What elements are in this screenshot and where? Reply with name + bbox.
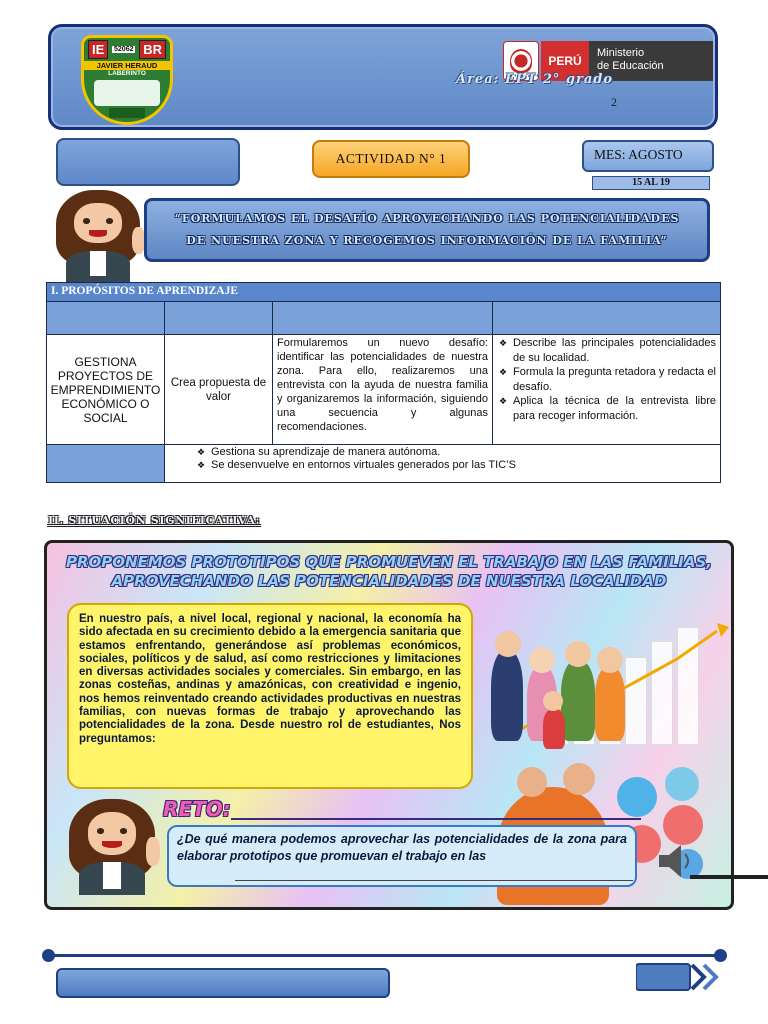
date-range: 15 AL 19	[592, 176, 710, 190]
challenge-question: ¿De qué manera podemos aprovechar las potencialidades de la zona para elaborar prototipos que promuevan el trabajo en las	[167, 825, 637, 887]
purposes-table	[46, 282, 721, 483]
transversal-cell	[165, 445, 721, 483]
logo-ribbon-icon	[109, 108, 145, 118]
footer-rule	[48, 954, 720, 957]
criteria-item: ❖ Formula la pregunta retadora y redacta el desafío.	[497, 365, 716, 394]
teacher-avatar	[56, 190, 140, 282]
table-row	[47, 335, 721, 445]
teacher-avatar	[69, 799, 155, 895]
ministry-country: PERÚ	[541, 41, 589, 81]
ministry-line2: de Educación	[597, 60, 664, 72]
heart-icon	[665, 767, 699, 801]
area-grade-label: Área: EPT 2° grado	[456, 72, 614, 87]
criteria-item: ❖ Describe las principales potencialidades de su localidad.	[497, 336, 716, 365]
competence-cell: GESTIONA PROYECTOS DE EMPRENDIMIENTO ECONÓMICO O SOCIAL	[47, 335, 165, 445]
situation-section-title: II. SITUACIÓN SIGNIFICATIVA:	[48, 514, 261, 527]
home-icon	[663, 805, 703, 845]
logo-initials-left: IE	[88, 40, 108, 59]
table-row	[47, 445, 721, 483]
speaker-icon[interactable]	[655, 841, 695, 881]
logo-artwork-icon	[94, 80, 160, 106]
purposes-section-title: I. PROPÓSITOS DE APRENDIZAJE	[47, 283, 721, 302]
capacity-cell: Crea propuesta de valor	[165, 335, 273, 445]
student-name-box	[56, 138, 240, 186]
logo-school-name: JAVIER HERAUD	[84, 61, 170, 70]
challenge-label: RETO:	[163, 797, 231, 821]
footer-dot-right	[714, 949, 727, 962]
month-label: MES: AGOSTO	[582, 140, 714, 172]
school-logo	[81, 35, 173, 125]
criteria-cell	[493, 335, 721, 445]
activity-title-banner	[144, 198, 710, 262]
situation-panel	[44, 540, 734, 910]
challenge-underline	[231, 818, 641, 820]
car-icon	[617, 777, 657, 817]
activity-title-line1: “FORMULAMOS EL DESAFÍO APROVECHANDO LAS POTENCIALIDADES	[174, 212, 680, 225]
footer-box	[56, 968, 390, 998]
answer-line	[235, 880, 633, 881]
ministry-line1: Ministerio	[597, 47, 645, 59]
double-chevron-right-icon[interactable]	[636, 962, 722, 992]
logo-place: LABERINTO	[108, 70, 146, 77]
footer-dot-left	[42, 949, 55, 962]
situation-text-box: En nuestro país, a nivel local, regional y nacional, la economía ha sido afectada en su crecimiento debido a la emergencia sanitaria que estamos enfrentando, generándose así problemas económicos, sociales, políticos y de salud, así como restricciones y limitaciones en diversas actividades sociales y comerciales. Sin embargo, en las zonas costeñas, andinas y amazónicas, con creatividad e ingenio, nos hemos reinventado creando actividades productivas en nuestras familias, con nuevas formas de trabajo y aprovechando las potencialidades de la zona. Desde nuestro rol de estudiantes, Nos preguntamos:	[67, 603, 473, 789]
transversal-item: ❖ Se desenvuelve en entornos virtuales generados por las TIC’S	[195, 459, 716, 472]
header-banner	[48, 24, 718, 130]
table-header-row	[47, 302, 721, 335]
situation-banner-line1: PROPONEMOS PROTOTIPOS QUE PROMUEVEN EL TRABAJO EN LAS FAMILIAS,	[66, 553, 712, 571]
logo-initials-right: BR	[139, 40, 166, 59]
decorative-double-line	[690, 875, 768, 879]
situation-banner	[47, 553, 731, 591]
logo-number: 52062	[114, 46, 134, 53]
justification-cell: Formularemos un nuevo desafío: identificar las potencialidades de nuestra zona. Para ello, realizaremos una entrevista con la ayuda de nuestra familia y organizaremos la información, siguiendo una secuencia y algunas recomendaciones.	[273, 335, 493, 445]
grade-number: 2	[611, 95, 617, 109]
activity-label: ACTIVIDAD N° 1	[312, 140, 470, 178]
pointing-hand-icon	[146, 837, 160, 866]
activity-title-line2: DE NUESTRA ZONA Y RECOGEMOS INFORMACIÓN DE LA FAMILIA”	[186, 234, 668, 247]
situation-banner-line2: APROVECHANDO LAS POTENCIALIDADES DE NUESTRA LOCALIDAD	[111, 572, 667, 590]
transversal-item: ❖ Gestiona su aprendizaje de manera autónoma.	[195, 446, 716, 459]
criteria-item: ❖ Aplica la técnica de la entrevista libre para recoger información.	[497, 394, 716, 423]
